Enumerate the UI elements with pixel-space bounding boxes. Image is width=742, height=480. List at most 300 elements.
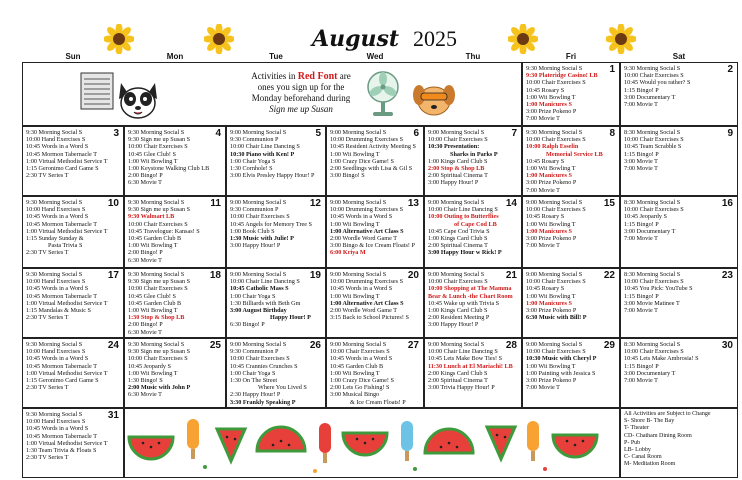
activity-line: 1:00 Virtual Methodist Service T [26,157,108,165]
activity-line: 6:30 Movie T [128,179,162,187]
activity-line: & Ice Cream Floats! P [350,398,406,406]
activity-line: 10:45 Team Scrabble S [624,143,682,151]
activity-line: 3:00 Happy Hour! P [428,321,479,329]
activity-line: 9:00 Morning Social S [526,341,583,348]
activity-line: 10:45 Mormon Tabernacle T [26,292,97,300]
activity-line: 2:30 TV Series T [26,172,69,180]
activity-line: 1:00 Wii Bowling T [330,292,380,300]
activity-line: 6:30 Movie T [128,256,162,264]
activity-line: 1:00 Wii Bowling T [330,150,380,158]
activity-line: 9:00 Morning Social S [230,199,287,206]
activity-line: 10:45 Words in a Word S [330,355,393,363]
calendar-day-6 [326,126,424,196]
calendar-title [312,26,457,52]
activity-line: 9:30 Morning Social S [128,341,185,348]
activity-line: 1:00 Chair Yoga S [230,292,276,300]
activity-line: 2:00 Music with John P [128,384,191,392]
day-number: 26 [309,340,321,351]
calendar-day-8 [522,126,620,196]
dayhead-sun: Sun [65,52,81,61]
activity-line: 2:00 Wordle Word Game T [330,307,398,315]
activity-line: 9:30 Morning Social S [624,65,681,72]
location-legend [620,408,738,478]
activity-line: 9:30 Morning Social S [26,129,83,136]
activity-line: 10:45 Wake up with Trivia S [428,299,500,307]
calendar-day-11 [124,196,226,268]
day-number: 24 [107,340,119,351]
day-number: 1 [609,64,615,75]
activity-line: 9:30 Walmart LB [128,213,175,221]
activity-line: 1:30 Team Trivia & Floats S [26,447,97,455]
activity-line: 3:00 Musical Bingo [330,391,380,399]
activity-line: 10:45 Mormon Tabernacle T [26,220,97,228]
activity-line: 3:00 Prize Pokeno P [526,108,577,116]
activity-line: 9:00 Morning Social S [526,271,583,278]
day-number: 30 [721,340,733,351]
activity-line: 3:00 Documentary T [624,227,676,235]
activity-line: 10:45 Resident Activity Meeting S [330,143,416,151]
activity-line: 7:00 Movie T [526,115,560,123]
activity-line: 10:45 Words in a Word S [26,355,89,363]
activity-line: 9:30 Communion P [230,136,279,144]
activity-line: 6:30 Bingo! P [230,321,265,329]
day-number: 18 [209,270,221,281]
activity-line: 10:30 Piano with Ken! P [230,150,295,158]
activity-line: 7:00 Movie T [624,101,658,109]
activity-line: 10:45 Cape Cod Trivia S [428,227,490,235]
legend-line: C- Canal Room [624,454,662,461]
activity-line: 1:00 Wii Bowling T [330,220,380,228]
activity-line: 3:00 Happy Hour w Rick! P [428,249,502,257]
activity-line: 2:00 Resident Meeting P [428,314,490,322]
activity-line: 3:00 Prize Pokeno P [526,377,577,385]
activity-line: 1:00 Kings Card Club S [428,307,488,315]
watermelon-icon [125,409,621,479]
activity-line: 3:30 Frankly Speaking P [230,398,296,406]
activity-line: 7:00 Movie T [624,377,658,385]
calendar-day-9 [620,126,738,196]
dog-icon [115,79,161,121]
activity-line: 9:30 Morning Social S [526,129,583,136]
day-number: 22 [603,270,615,281]
activity-line: 9:30 Morning Social S [26,271,83,278]
legend-line: LB- Lobby [624,447,651,454]
dayhead-sat: Sat [672,52,686,61]
activity-line: 1:00 Wii Bowling T [128,307,178,315]
activity-line: 1:15 Bingo! P [624,362,659,370]
sunflower-icon [104,24,134,54]
activity-line: 1:00 Manicures S [526,101,572,109]
activity-line: 2:00 Seedlings with Lisa & Gil S [330,165,413,173]
activity-line: 10:00 Chair Exercises S [526,348,586,356]
activity-line: 1:15 Bingo! P [624,292,659,300]
activity-line: 3:00 Prize Pokeno P [526,179,577,187]
activity-line: 1:00 Virtual Methodist Service T [26,227,108,235]
activity-line: 10:00 Outing to Butterflies [428,213,499,221]
dayhead-wed: Wed [366,52,384,61]
activity-line: 9:30 Morning Social S [128,129,185,136]
activity-line: 10:00 Chair Line Dancing S [428,206,498,214]
calendar-day-17 [22,268,124,338]
activity-line: 10:45 Mormon Tabernacle T [26,150,97,158]
activity-line: 7:00 Movie T [526,186,560,194]
dayhead-thu: Thu [465,52,481,61]
activity-line: 2:30 TV Series T [26,249,69,257]
activity-line: 10:30 Music with Cheryl P [526,355,597,363]
activity-line: 10:45 Mormon Tabernacle T [26,432,97,440]
activity-line: 1:00 Wii Bowling T [526,362,576,370]
activity-line: 10:00 Chair Exercises S [128,143,188,151]
activity-line: 1:00 Chair Yoga S [230,369,276,377]
activity-line: 10:00 Hand Exercises S [26,206,86,214]
puppy-icon [409,73,459,121]
activity-line: 2:00 Bingo! P [128,321,163,329]
activity-line: 9:00 Morning Social S [330,271,387,278]
day-number: 25 [209,340,221,351]
activity-line: 1:30 On The Street [230,377,278,385]
activity-line: 9:00 Morning Social S [428,341,485,348]
activity-line: 10:00 Chair Exercises S [526,79,586,87]
activity-line: 8:30 Morning Social S [624,199,681,206]
activity-line: 3:00 Prize Pokeno P [526,235,577,243]
activity-line: 10:45 Travelogue: Kansas! S [128,227,200,235]
activity-line: 2:00 Bingo! P [128,249,163,257]
activity-line: 1:00 Wii Bowling T [526,165,576,173]
calendar-day-2 [620,62,738,126]
activity-line: 10:45 Garden Club B [128,235,182,243]
day-number: 12 [309,198,321,209]
legend-line: M- Meditation Room [624,461,676,468]
day-number: 4 [215,128,221,139]
activity-line: 6:30 Movie T [128,328,162,336]
activity-line: 10:45 Words in a Word S [330,213,393,221]
banner-line1: Activities in [251,71,296,81]
day-number: 7 [511,128,517,139]
activity-line: 3:00 Elvis Presley Happy Hour! P [230,172,315,180]
calendar-day-20 [326,268,424,338]
day-number: 19 [309,270,321,281]
activity-line: 10:00 Chair Exercises S [128,355,188,363]
activity-line: 10:45 Angels for Memory Tree S [230,220,312,228]
activity-line: 1:00 Manicures S [526,172,572,180]
activity-line: 1:30 Stop & Shop LB [128,314,185,322]
legend-line: All Activities are Subject to Change [624,411,711,417]
activity-line: 10:00 Shopping at The Mamma [428,285,512,293]
activity-line: 10:00 Ralph Esselin [526,143,579,151]
calendar-day-3 [22,126,124,196]
activity-line: 10:00 Chair Exercises S [526,136,586,144]
activity-line: 7:00 Movie T [624,307,658,315]
activity-line: 1:00 Alternative Art Class S [330,299,404,307]
activity-line: 2:30 Happy Hour! P [230,391,281,399]
day-number: 16 [721,198,733,209]
activity-line: 10:00 Chair Exercises S [624,206,684,214]
fan-icon [363,69,403,119]
activity-line: 10:45 Words in a Word S [26,425,89,433]
activity-line: 10:45 Glee Club! S [128,292,176,300]
activity-line: 9:00 Morning Social S [428,129,485,136]
activity-line: 10:45 Rosary S [526,213,565,221]
activity-line: 10:45 Jeopardy S [128,362,171,370]
activity-line: 1:00 Painting with Jessica S [526,369,596,377]
calendar-day-14 [424,196,522,268]
activity-line: 9:30 Sign me up Susan S [128,206,191,214]
activity-line: 1:00 Virtual Methodist Service T [26,439,108,447]
activity-line: 2:00 Wordle Word Game T [330,235,398,243]
activity-line: 10:00 Chair Exercises S [230,213,290,221]
banner-line3: Monday beforehand during [251,93,351,103]
day-number: 3 [113,128,119,139]
activity-line: 10:45 Garden Club B [128,299,182,307]
day-number: 17 [107,270,119,281]
activity-line: 9:30 Plateridge Casino! LB [526,72,598,80]
dayhead-mon: Mon [166,52,184,61]
activity-line: 1:00 Alternative Art Class S [330,227,404,235]
activity-line: 9:00 Morning Social S [330,341,387,348]
day-number: 8 [609,128,615,139]
activity-line: 1:30 Cornhole! S [230,165,273,173]
day-number: 27 [407,340,419,351]
activity-line: 8:30 Morning Social S [624,271,681,278]
activity-line: 10:45 Words in a Word S [26,143,89,151]
banner-line2: ones you sign up for the [257,82,345,92]
calendar-day-18 [124,268,226,338]
calendar-day-30 [620,338,738,408]
sunflower-icon [606,24,636,54]
activity-line: 10:45 Crannies Crunches S [230,362,298,370]
activity-line: Sharks in Parks P [450,150,498,158]
legend-line: S- Shore B- The Bay [624,418,675,425]
activity-line: 10:00 Chair Line Dancing S [428,348,498,356]
activity-line: 7:00 Movie T [624,235,658,243]
year-title: 2025 [413,26,457,51]
activity-line: 6:30 Movie T [128,391,162,399]
intro-banner [22,62,522,126]
activity-line: 10:45 Words in a Word S [26,285,89,293]
banner-red-font: Red Font [297,71,338,82]
activity-line: 2:00 Stop & Shop LB [428,165,485,173]
summer-decoration-strip [124,408,620,478]
activity-line: 9:00 Morning Social S [428,199,485,206]
activity-line: 1:30 Billiards with Beth Gm [230,299,301,307]
activity-line: 3:00 August Birthday [230,307,287,315]
dayhead-fri: Fri [565,52,577,61]
activity-line: 1:00 Wii Bowling T [526,93,576,101]
activity-line: 1:15 Bingo! P [624,86,659,94]
banner-line1b: are [337,71,351,81]
day-number: 28 [505,340,517,351]
activity-line: 10:00 Hand Exercises S [26,278,86,286]
activity-line: 8:30 Morning Social S [624,129,681,136]
activity-line: 1:00 Wii Bowling T [526,220,576,228]
activity-line: Where You Lived S [258,384,307,392]
activity-line: 9:30 Morning Social S [526,65,583,72]
activity-line: 2:00 Spiritual Cinema T [428,242,488,250]
activity-line: 1:00 Crazy Dice Game! S [330,157,394,165]
activity-line: 10:00 Drumming Exercises S [330,206,404,214]
activity-line: 1:00 Book Club S [230,227,275,235]
day-number: 2 [727,64,733,75]
activity-line: 10:45 Lets Make Bow Ties! S [428,355,503,363]
activity-line: 3:00 Documentary T [624,369,676,377]
activity-line: 10:45 Words in a Word S [330,285,393,293]
activity-line: 3:00 Movie T [624,157,658,165]
activity-line: 1:15 Bingo! P [624,150,659,158]
banner-line4: Sign me up Susan [269,104,333,114]
activity-line: of Cape Cod LB [454,220,497,228]
activity-line: Memorial Service LB [546,150,603,158]
calendar-header [0,0,742,61]
calendar-day-27 [326,338,424,408]
activity-line: 6:30 Music with Bill! P [526,314,587,322]
activity-line: 10:00 Chair Exercises S [624,72,684,80]
activity-line: 9:00 Morning Social S [330,199,387,206]
activity-line: Happy Hour! P [270,314,311,322]
activity-line: 9:30 Sign me up Susan S [128,348,191,356]
sunflower-icon [508,24,538,54]
activity-line: 1:00 Crazy Dice Game! S [330,377,394,385]
activity-line: 10:00 Chair Exercises S [624,348,684,356]
activity-line: 10:45 Would you rather? S [624,79,691,87]
day-number: 10 [107,198,119,209]
activity-line: 1:00 Kings Card Club S [428,235,488,243]
day-number: 29 [603,340,615,351]
calendar-day-29 [522,338,620,408]
activity-line: 1:00 Wii Bowling T [526,292,576,300]
activity-line: 1:00 Chair Yoga S [230,157,276,165]
calendar-day-22 [522,268,620,338]
day-number: 21 [505,270,517,281]
calendar-day-16 [620,196,738,268]
legend-line: T- Theater [624,425,649,432]
activity-line: 3:00 Bingo & Ice Cream Floats! P [330,242,415,250]
activity-line: 7:00 Movie T [526,242,560,250]
calendar-day-13 [326,196,424,268]
activity-line: 10:00 Chair Exercises S [330,348,390,356]
activity-line: 9:30 Morning Social S [128,199,185,206]
activity-line: 10:00 Drumming Exercises S [330,136,404,144]
activity-line: 10:00 Drumming Exercises S [330,278,404,286]
activity-line: 3:00 Happy Hour! P [428,179,479,187]
activity-line: 9:30 Sign me up Susan S [128,136,191,144]
activity-line: 3:15 Back to School Pictures! S [330,314,409,322]
activity-line: 10:00 Chair Exercises S [624,136,684,144]
activity-line: 10:00 Hand Exercises S [26,348,86,356]
activity-line: 9:00 Morning Social S [330,129,387,136]
activity-line: 2:00 Lets Go Fishing! S [330,384,390,392]
day-number: 11 [210,198,221,209]
activity-line: 3:00 Bingo! S [330,172,365,180]
activity-line: 10:00 Chair Exercises S [428,278,488,286]
activity-line: 10:45 Rosary S [526,86,565,94]
day-number: 31 [107,410,119,421]
activity-line: 10:45 Rosary S [526,285,565,293]
activity-line: 10:00 Chair Exercises S [624,278,684,286]
activity-line: 10:00 Chair Exercises S [526,206,586,214]
sunflower-icon [204,24,234,54]
activity-line: 2:00 Spiritual Cinema T [428,377,488,385]
activity-line: 3:00 Documentary T [624,93,676,101]
activity-line: 10:00 Hand Exercises S [26,136,86,144]
activity-line: 1:00 Wii Bowling T [330,369,380,377]
activity-line: 10:00 Chair Line Dancing S [230,278,300,286]
day-number: 20 [407,270,419,281]
activity-line: 1:00 Manicures S [526,227,572,235]
calendar-day-31 [22,408,124,478]
calendar-day-23 [620,268,738,338]
calendar-day-4 [124,126,226,196]
activity-line: 10:45 Jeopardy S [624,213,667,221]
activity-line: 10:45 Catholic Mass S [230,285,289,293]
calendar-day-1 [522,62,620,126]
activity-line: 10:45 Garden Club B [330,362,384,370]
activity-line: 3:00 Happy Hour! P [230,242,281,250]
activity-line: 3:00 Movie Matinee T [624,299,680,307]
activity-line: 8:30 Morning Social S [624,341,681,348]
calendar-day-21 [424,268,522,338]
activity-line: 10:00 Chair Exercises S [526,278,586,286]
calendar-day-5 [226,126,326,196]
day-number: 9 [727,128,733,139]
activity-line: 2:00 Kings Card Club S [428,369,488,377]
activity-line: 1:00 Wii Bowling T [128,242,178,250]
activity-line: 2:30 TV Series T [26,314,69,322]
activity-line: 9:00 Morning Social S [230,341,287,348]
activity-line: 10:00 Chair Exercises S [230,355,290,363]
activity-line: 1:00 Wii Bowling T [128,369,178,377]
day-number: 6 [413,128,419,139]
activity-line: 3:00 Trivia Happy Hour! P [428,384,495,392]
activity-line: 10:45 Words in a Word S [26,213,89,221]
activity-line: Bear & Lunch -the Chart Room [428,292,513,300]
calendar-day-25 [124,338,226,408]
day-number: 5 [315,128,321,139]
calendar-day-7 [424,126,522,196]
activity-line: 9:00 Morning Social S [526,199,583,206]
activity-line: 1:15 Bingo! P [624,220,659,228]
activity-line: 10:45 Rosary S [526,157,565,165]
calendar-day-24 [22,338,124,408]
activity-line: 1:15 Geronimo Card Game S [26,165,99,173]
activity-line: 6:00 Kriya M [330,249,366,257]
activity-line: 1:00 Virtual Methodist Service T [26,369,108,377]
activity-line: 1:15 Geronimo Card Game S [26,377,99,385]
activity-line: 10:00 Hand Exercises S [26,418,86,426]
calendar-day-28 [424,338,522,408]
activity-line: 1:00 Wii Bowling T [128,157,178,165]
activity-line: 2:00 Bingo! P [128,172,163,180]
legend-line: CD- Chatham Dining Room [624,432,692,439]
activity-line: 9:30 Morning Social S [26,341,83,348]
calendar-day-26 [226,338,326,408]
activity-line: 2:30 TV Series T [26,384,69,392]
activity-line: 2:30 TV Series T [26,454,69,462]
dayhead-tue: Tue [269,52,283,61]
legend-line: P- Pub [624,439,641,446]
activity-line: 7:00 Movie T [624,165,658,173]
activity-line: 10:45 You Pick: YouTube S [624,285,693,293]
day-number: 23 [721,270,733,281]
day-number: 15 [603,198,615,209]
activity-line: 9:00 Morning Social S [230,129,287,136]
day-number: 14 [505,198,517,209]
activity-line: 10:45 Lets Make Ambrosia! S [624,355,699,363]
activity-line: 1:30 Music with Julie! P [230,235,294,243]
activity-line: 9:30 Morning Social S [26,199,83,206]
activity-line: 9:30 Morning Social S [128,271,185,278]
activity-line: 1:00 Kings Card Club S [428,157,488,165]
calendar-day-15 [522,196,620,268]
